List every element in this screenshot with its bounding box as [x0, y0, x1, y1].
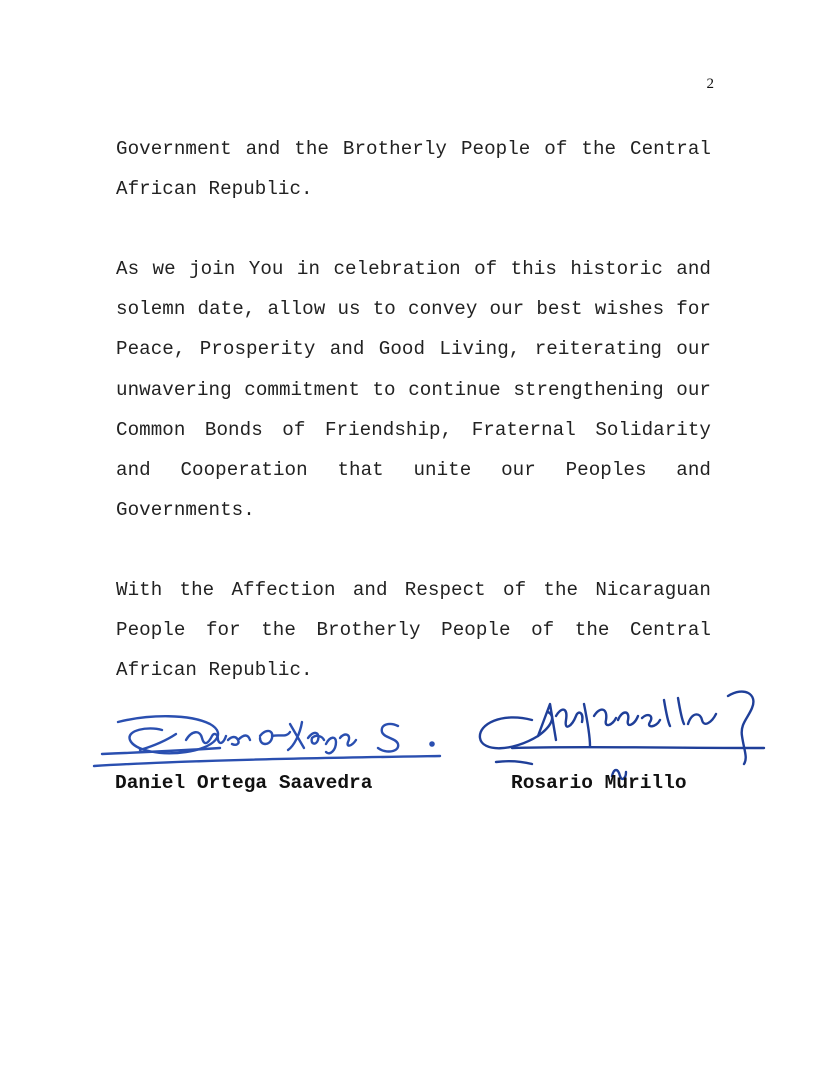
paragraph-gap: [116, 530, 711, 570]
paragraph-closing-previous: Government and the Brotherly People of the Central African Republic.: [116, 138, 711, 201]
signatory-name-ortega: Daniel Ortega Saavedra: [115, 772, 373, 794]
signature-ortega: [90, 700, 450, 775]
page-number: 2: [706, 76, 714, 92]
paragraph-gap: [116, 209, 711, 249]
paragraph-affection: With the Affection and Respect of the Nicaraguan People for the Brotherly People of the Central African Republic.: [116, 579, 711, 682]
signatory-name-murillo: Rosario Murillo: [511, 772, 687, 794]
letter-body: [116, 129, 711, 690]
paragraph-wishes: As we join You in celebration of this historic and solemn date, allow us to convey our best wishes for Peace, Prosperity and Good Living, reiterating our unwavering commitment to continue strengthening our Common Bonds of Friendship, Fraternal Solidarity and Cooperation that unite our Peoples and Governments.: [116, 258, 711, 521]
